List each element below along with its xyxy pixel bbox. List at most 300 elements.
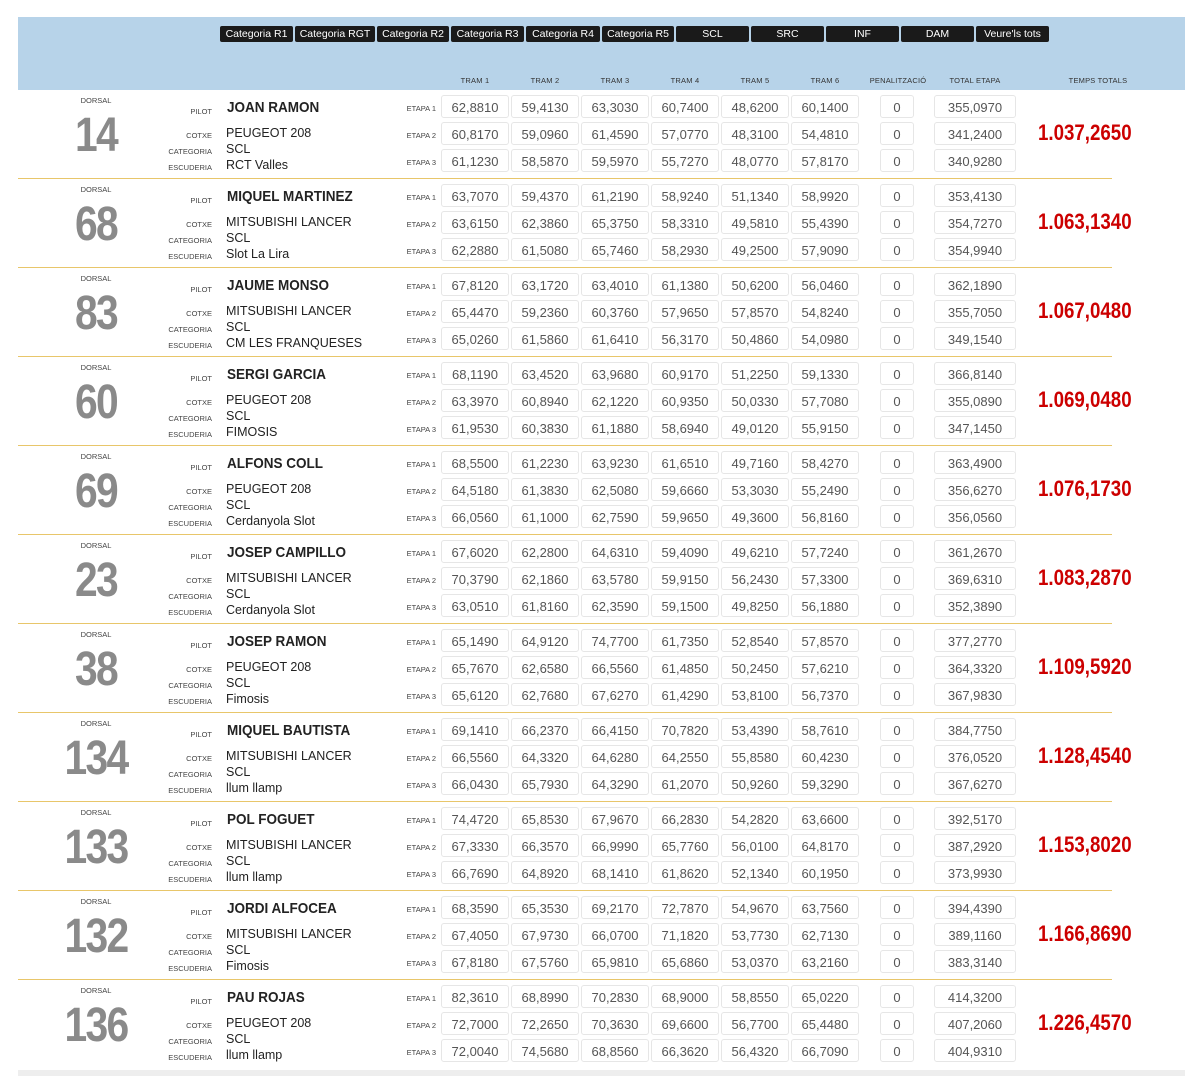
etapa-total-cell: 392,5170 (934, 807, 1016, 830)
tram-time-cell: 61,1380 (651, 273, 719, 296)
tram-time-cell: 61,4590 (581, 122, 649, 145)
etapa-label: ETAPA 3 (406, 603, 436, 612)
pilot-name: JOSEP CAMPILLO (227, 544, 347, 561)
tram-time-cell: 72,0040 (441, 1039, 509, 1062)
tram-time-cell: 67,6020 (441, 540, 509, 563)
etapa-total-cell: 347,1450 (934, 416, 1016, 439)
footer-scroll-strip (18, 1070, 1185, 1076)
tram-time-cell: 67,4050 (441, 923, 509, 946)
tram-time-cell: 54,2820 (721, 807, 789, 830)
tram-time-cell: 69,6600 (651, 1012, 719, 1035)
tram-time-cell: 60,4230 (791, 745, 859, 768)
temps-total: 1.083,2870 (1038, 565, 1132, 590)
etapa-label: ETAPA 1 (406, 905, 436, 914)
etapa-total-cell: 376,0520 (934, 745, 1016, 768)
tram-time-cell: 61,1000 (511, 505, 579, 528)
tram-time-cell: 50,6200 (721, 273, 789, 296)
tram-time-cell: 61,6410 (581, 327, 649, 350)
escuderia-label: ESCUDERIA (168, 519, 212, 528)
tram-time-cell: 63,5780 (581, 567, 649, 590)
penalty-cell: 0 (880, 861, 914, 884)
tram-time-cell: 61,5080 (511, 238, 579, 261)
tram-time-cell: 65,1490 (441, 629, 509, 652)
etapa-total-cell: 387,2920 (934, 834, 1016, 857)
tram-time-cell: 56,0460 (791, 273, 859, 296)
tram-time-cell: 63,7560 (791, 896, 859, 919)
dorsal-number: 136 (64, 999, 128, 1052)
penalty-cell: 0 (880, 834, 914, 857)
etapa-total-cell: 394,4390 (934, 896, 1016, 919)
tram-time-cell: 64,6280 (581, 745, 649, 768)
tram-time-cell: 67,6270 (581, 683, 649, 706)
etapa-label: ETAPA 1 (406, 549, 436, 558)
etapa-label: ETAPA 2 (406, 843, 436, 852)
etapa-total-cell: 373,9930 (934, 861, 1016, 884)
categoria-value: SCL (226, 1032, 251, 1046)
tram-time-cell: 72,7870 (651, 896, 719, 919)
etapa-label: ETAPA 3 (406, 514, 436, 523)
etapa-total-cell: 362,1890 (934, 273, 1016, 296)
tram-time-cell: 57,9090 (791, 238, 859, 261)
escuderia-value: llum llamp (226, 1048, 283, 1062)
etapa-label: ETAPA 3 (406, 870, 436, 879)
penalty-cell: 0 (880, 950, 914, 973)
tram-time-cell: 68,1190 (441, 362, 509, 385)
penalty-cell: 0 (880, 923, 914, 946)
results-page (18, 17, 1185, 1077)
header-bar (18, 17, 1185, 90)
penalty-cell: 0 (880, 300, 914, 323)
etapa-label: ETAPA 1 (406, 282, 436, 291)
tram-time-cell: 64,8920 (511, 861, 579, 884)
etapa-label: ETAPA 1 (406, 104, 436, 113)
penalty-cell: 0 (880, 362, 914, 385)
penalty-cell: 0 (880, 149, 914, 172)
tram-time-cell: 64,2550 (651, 745, 719, 768)
cotxe-label: COTXE (186, 754, 212, 763)
tram-time-cell: 60,3830 (511, 416, 579, 439)
result-row (18, 891, 1185, 980)
filter-button-2[interactable]: Categoria R2 (377, 26, 449, 42)
categoria-value: SCL (226, 587, 251, 601)
etapa-label: ETAPA 1 (406, 371, 436, 380)
escuderia-label: ESCUDERIA (168, 341, 212, 350)
penalty-cell: 0 (880, 1039, 914, 1062)
filter-button-7[interactable]: SRC (751, 26, 824, 42)
categoria-label: CATEGORIA (168, 948, 212, 957)
tram-time-cell: 49,0120 (721, 416, 789, 439)
tram-time-cell: 58,6940 (651, 416, 719, 439)
tram-time-cell: 55,7270 (651, 149, 719, 172)
penalty-cell: 0 (880, 238, 914, 261)
tram-time-cell: 66,5560 (581, 656, 649, 679)
tram-time-cell: 68,8560 (581, 1039, 649, 1062)
escuderia-label: ESCUDERIA (168, 252, 212, 261)
result-row (18, 268, 1185, 357)
tram-time-cell: 61,9530 (441, 416, 509, 439)
penalty-cell: 0 (880, 718, 914, 741)
penalty-cell: 0 (880, 656, 914, 679)
pilot-label: PILOT (190, 374, 212, 383)
etapa-label: ETAPA 3 (406, 158, 436, 167)
tram-time-cell: 51,2250 (721, 362, 789, 385)
etapa-label: ETAPA 3 (406, 1048, 436, 1057)
tram-time-cell: 74,7700 (581, 629, 649, 652)
tram-time-cell: 67,5760 (511, 950, 579, 973)
etapa-total-cell: 352,3890 (934, 594, 1016, 617)
etapa-label: ETAPA 2 (406, 220, 436, 229)
tram-time-cell: 63,1720 (511, 273, 579, 296)
penalty-cell: 0 (880, 478, 914, 501)
etapa-label: ETAPA 2 (406, 487, 436, 496)
result-row (18, 713, 1185, 802)
tram-time-cell: 60,8940 (511, 389, 579, 412)
escuderia-value: Cerdanyola Slot (226, 603, 315, 617)
pilot-name: ALFONS COLL (227, 455, 323, 472)
escuderia-label: ESCUDERIA (168, 608, 212, 617)
escuderia-value: FIMOSIS (226, 425, 278, 439)
tram-time-cell: 61,2190 (581, 184, 649, 207)
tram-time-cell: 62,7680 (511, 683, 579, 706)
cotxe-value: MITSUBISHI LANCER (226, 749, 352, 763)
etapa-total-cell: 404,9310 (934, 1039, 1016, 1062)
dorsal-number: 68 (75, 198, 117, 251)
etapa-total-cell: 363,4900 (934, 451, 1016, 474)
tram-time-cell: 68,9000 (651, 985, 719, 1008)
col-header-temps-totals: TEMPS TOTALS (1068, 76, 1128, 85)
tram-time-cell: 53,0370 (721, 950, 789, 973)
penalty-cell: 0 (880, 985, 914, 1008)
penalty-cell: 0 (880, 327, 914, 350)
tram-time-cell: 61,2070 (651, 772, 719, 795)
cotxe-label: COTXE (186, 665, 212, 674)
tram-time-cell: 55,8580 (721, 745, 789, 768)
etapa-label: ETAPA 1 (406, 460, 436, 469)
tram-time-cell: 56,8160 (791, 505, 859, 528)
tram-time-cell: 57,7240 (791, 540, 859, 563)
pilot-label: PILOT (190, 463, 212, 472)
pilot-name: JORDI ALFOCEA (227, 900, 337, 917)
etapa-total-cell: 356,0560 (934, 505, 1016, 528)
cotxe-label: COTXE (186, 843, 212, 852)
tram-time-cell: 61,4850 (651, 656, 719, 679)
tram-time-cell: 65,0220 (791, 985, 859, 1008)
etapa-total-cell: 353,4130 (934, 184, 1016, 207)
tram-time-cell: 61,2230 (511, 451, 579, 474)
tram-time-cell: 67,9730 (511, 923, 579, 946)
cotxe-label: COTXE (186, 398, 212, 407)
etapa-label: ETAPA 3 (406, 336, 436, 345)
tram-time-cell: 59,3290 (791, 772, 859, 795)
etapa-label: ETAPA 2 (406, 665, 436, 674)
pilot-name: JOAN RAMON (227, 99, 320, 116)
tram-time-cell: 57,3300 (791, 567, 859, 590)
categoria-label: CATEGORIA (168, 503, 212, 512)
tram-time-cell: 48,3100 (721, 122, 789, 145)
cotxe-label: COTXE (186, 309, 212, 318)
dorsal-number: 134 (64, 732, 128, 785)
etapa-label: ETAPA 3 (406, 781, 436, 790)
tram-time-cell: 63,7070 (441, 184, 509, 207)
categoria-value: SCL (226, 409, 251, 423)
cotxe-value: PEUGEOT 208 (226, 482, 312, 496)
penalty-cell: 0 (880, 273, 914, 296)
pilot-label: PILOT (190, 908, 212, 917)
tram-time-cell: 53,8100 (721, 683, 789, 706)
etapa-label: ETAPA 2 (406, 309, 436, 318)
tram-time-cell: 54,0980 (791, 327, 859, 350)
tram-time-cell: 65,6860 (651, 950, 719, 973)
tram-time-cell: 63,9680 (581, 362, 649, 385)
filter-button-5[interactable]: Categoria R5 (602, 26, 674, 42)
pilot-name: MIQUEL MARTINEZ (227, 188, 353, 205)
tram-time-cell: 65,6120 (441, 683, 509, 706)
pilot-name: POL FOGUET (227, 811, 315, 828)
escuderia-label: ESCUDERIA (168, 697, 212, 706)
result-row (18, 179, 1185, 268)
etapa-label: ETAPA 2 (406, 754, 436, 763)
pilot-label: PILOT (190, 641, 212, 650)
tram-time-cell: 63,6600 (791, 807, 859, 830)
tram-time-cell: 72,7000 (441, 1012, 509, 1035)
tram-time-cell: 52,1340 (721, 861, 789, 884)
tram-time-cell: 48,6200 (721, 95, 789, 118)
tram-time-cell: 71,1820 (651, 923, 719, 946)
result-row (18, 980, 1185, 1069)
tram-time-cell: 57,8570 (721, 300, 789, 323)
tram-time-cell: 60,7400 (651, 95, 719, 118)
etapa-total-cell: 354,9940 (934, 238, 1016, 261)
escuderia-value: Fimosis (226, 959, 270, 973)
categoria-value: SCL (226, 854, 251, 868)
tram-time-cell: 59,0960 (511, 122, 579, 145)
etapa-total-cell: 377,2770 (934, 629, 1016, 652)
tram-time-cell: 66,5560 (441, 745, 509, 768)
tram-time-cell: 62,7590 (581, 505, 649, 528)
col-header-total-etapa: TOTAL ETAPA (949, 76, 1001, 85)
tram-time-cell: 68,8990 (511, 985, 579, 1008)
dorsal-label: DORSAL (80, 96, 112, 105)
tram-time-cell: 66,7690 (441, 861, 509, 884)
tram-time-cell: 68,3590 (441, 896, 509, 919)
cotxe-value: MITSUBISHI LANCER (226, 927, 352, 941)
filter-button-6[interactable]: SCL (676, 26, 749, 42)
categoria-label: CATEGORIA (168, 1037, 212, 1046)
categoria-value: SCL (226, 498, 251, 512)
tram-time-cell: 61,1230 (441, 149, 509, 172)
filter-button-10[interactable]: Veure'ls tots (976, 26, 1049, 42)
cotxe-value: PEUGEOT 208 (226, 393, 312, 407)
col-header-tram-1: TRAM 1 (460, 76, 490, 85)
dorsal-label: DORSAL (80, 808, 112, 817)
tram-time-cell: 48,0770 (721, 149, 789, 172)
tram-time-cell: 61,8620 (651, 861, 719, 884)
tram-time-cell: 57,9650 (651, 300, 719, 323)
tram-time-cell: 57,8570 (791, 629, 859, 652)
result-row (18, 535, 1185, 624)
categoria-value: SCL (226, 320, 251, 334)
pilot-name: JAUME MONSO (227, 277, 330, 294)
cotxe-value: MITSUBISHI LANCER (226, 838, 352, 852)
etapa-label: ETAPA 2 (406, 131, 436, 140)
filter-button-8[interactable]: INF (826, 26, 899, 42)
tram-time-cell: 56,4320 (721, 1039, 789, 1062)
escuderia-value: Slot La Lira (226, 247, 290, 261)
escuderia-label: ESCUDERIA (168, 430, 212, 439)
etapa-total-cell: 389,1160 (934, 923, 1016, 946)
penalty-cell: 0 (880, 451, 914, 474)
tram-time-cell: 60,1400 (791, 95, 859, 118)
temps-total: 1.063,1340 (1038, 209, 1132, 234)
tram-time-cell: 60,3760 (581, 300, 649, 323)
filter-button-4[interactable]: Categoria R4 (526, 26, 600, 42)
tram-time-cell: 65,3750 (581, 211, 649, 234)
tram-time-cell: 54,8240 (791, 300, 859, 323)
tram-time-cell: 66,7090 (791, 1039, 859, 1062)
etapa-total-cell: 367,9830 (934, 683, 1016, 706)
tram-time-cell: 66,4150 (581, 718, 649, 741)
tram-time-cell: 70,3630 (581, 1012, 649, 1035)
pilot-label: PILOT (190, 107, 212, 116)
tram-time-cell: 61,6510 (651, 451, 719, 474)
etapa-label: ETAPA 2 (406, 576, 436, 585)
tram-time-cell: 50,9260 (721, 772, 789, 795)
filter-button-3[interactable]: Categoria R3 (451, 26, 524, 42)
dorsal-number: 69 (75, 465, 117, 518)
tram-time-cell: 69,1410 (441, 718, 509, 741)
etapa-total-cell: 355,7050 (934, 300, 1016, 323)
result-row (18, 357, 1185, 446)
tram-time-cell: 56,0100 (721, 834, 789, 857)
tram-time-cell: 74,5680 (511, 1039, 579, 1062)
penalty-cell: 0 (880, 416, 914, 439)
tram-time-cell: 64,3290 (581, 772, 649, 795)
col-header-penalitzacio: PENALITZACIÓ (869, 76, 927, 85)
filter-button-0[interactable]: Categoria R1 (220, 26, 293, 42)
dorsal-label: DORSAL (80, 719, 112, 728)
penalty-cell: 0 (880, 807, 914, 830)
categoria-label: CATEGORIA (168, 147, 212, 156)
cotxe-value: PEUGEOT 208 (226, 1016, 312, 1030)
tram-time-cell: 68,5500 (441, 451, 509, 474)
pilot-label: PILOT (190, 819, 212, 828)
pilot-label: PILOT (190, 730, 212, 739)
tram-time-cell: 57,7080 (791, 389, 859, 412)
tram-time-cell: 50,0330 (721, 389, 789, 412)
tram-time-cell: 63,3030 (581, 95, 649, 118)
cotxe-label: COTXE (186, 932, 212, 941)
penalty-cell: 0 (880, 629, 914, 652)
tram-time-cell: 58,2930 (651, 238, 719, 261)
tram-time-cell: 63,0510 (441, 594, 509, 617)
categoria-label: CATEGORIA (168, 681, 212, 690)
etapa-total-cell: 355,0890 (934, 389, 1016, 412)
tram-time-cell: 54,4810 (791, 122, 859, 145)
categoria-value: SCL (226, 231, 251, 245)
categoria-value: SCL (226, 943, 251, 957)
categoria-label: CATEGORIA (168, 325, 212, 334)
tram-time-cell: 61,4290 (651, 683, 719, 706)
etapa-total-cell: 367,6270 (934, 772, 1016, 795)
result-row (18, 446, 1185, 535)
pilot-name: JOSEP RAMON (227, 633, 327, 650)
tram-time-cell: 62,2800 (511, 540, 579, 563)
tram-time-cell: 61,1880 (581, 416, 649, 439)
tram-time-cell: 63,4010 (581, 273, 649, 296)
tram-time-cell: 60,9170 (651, 362, 719, 385)
pilot-name: MIQUEL BAUTISTA (227, 722, 351, 739)
cotxe-label: COTXE (186, 131, 212, 140)
tram-time-cell: 52,8540 (721, 629, 789, 652)
tram-time-cell: 57,8170 (791, 149, 859, 172)
penalty-cell: 0 (880, 683, 914, 706)
tram-time-cell: 65,4480 (791, 1012, 859, 1035)
tram-time-cell: 70,7820 (651, 718, 719, 741)
tram-time-cell: 63,2160 (791, 950, 859, 973)
tram-time-cell: 58,3310 (651, 211, 719, 234)
etapa-label: ETAPA 1 (406, 727, 436, 736)
tram-time-cell: 67,8180 (441, 950, 509, 973)
result-row (18, 624, 1185, 713)
cotxe-value: MITSUBISHI LANCER (226, 304, 352, 318)
tram-time-cell: 59,1500 (651, 594, 719, 617)
etapa-label: ETAPA 3 (406, 425, 436, 434)
tram-time-cell: 59,1330 (791, 362, 859, 385)
col-header-tram-3: TRAM 3 (600, 76, 630, 85)
tram-time-cell: 65,0260 (441, 327, 509, 350)
tram-time-cell: 56,7700 (721, 1012, 789, 1035)
tram-time-cell: 58,9920 (791, 184, 859, 207)
etapa-label: ETAPA 2 (406, 398, 436, 407)
penalty-cell: 0 (880, 95, 914, 118)
filter-button-9[interactable]: DAM (901, 26, 974, 42)
escuderia-label: ESCUDERIA (168, 875, 212, 884)
filter-button-1[interactable]: Categoria RGT (295, 26, 375, 42)
escuderia-value: Fimosis (226, 692, 270, 706)
tram-time-cell: 59,4130 (511, 95, 579, 118)
tram-time-cell: 62,3860 (511, 211, 579, 234)
tram-time-cell: 64,5180 (441, 478, 509, 501)
dorsal-number: 132 (64, 910, 128, 963)
tram-time-cell: 82,3610 (441, 985, 509, 1008)
penalty-cell: 0 (880, 540, 914, 563)
tram-time-cell: 59,9150 (651, 567, 719, 590)
etapa-label: ETAPA 1 (406, 638, 436, 647)
tram-time-cell: 54,9670 (721, 896, 789, 919)
dorsal-label: DORSAL (80, 274, 112, 283)
etapa-label: ETAPA 2 (406, 1021, 436, 1030)
tram-time-cell: 65,8530 (511, 807, 579, 830)
categoria-label: CATEGORIA (168, 859, 212, 868)
escuderia-value: CM LES FRANQUESES (226, 336, 363, 350)
escuderia-label: ESCUDERIA (168, 786, 212, 795)
tram-time-cell: 55,2490 (791, 478, 859, 501)
tram-time-cell: 60,9350 (651, 389, 719, 412)
tram-time-cell: 67,9670 (581, 807, 649, 830)
tram-time-cell: 64,8170 (791, 834, 859, 857)
tram-time-cell: 53,3030 (721, 478, 789, 501)
etapa-total-cell: 366,8140 (934, 362, 1016, 385)
etapa-total-cell: 355,0970 (934, 95, 1016, 118)
tram-time-cell: 62,7130 (791, 923, 859, 946)
tram-time-cell: 60,1950 (791, 861, 859, 884)
cotxe-value: PEUGEOT 208 (226, 126, 312, 140)
tram-time-cell: 59,9650 (651, 505, 719, 528)
penalty-cell: 0 (880, 1012, 914, 1035)
etapa-label: ETAPA 3 (406, 247, 436, 256)
tram-time-cell: 53,7730 (721, 923, 789, 946)
tram-time-cell: 66,2830 (651, 807, 719, 830)
